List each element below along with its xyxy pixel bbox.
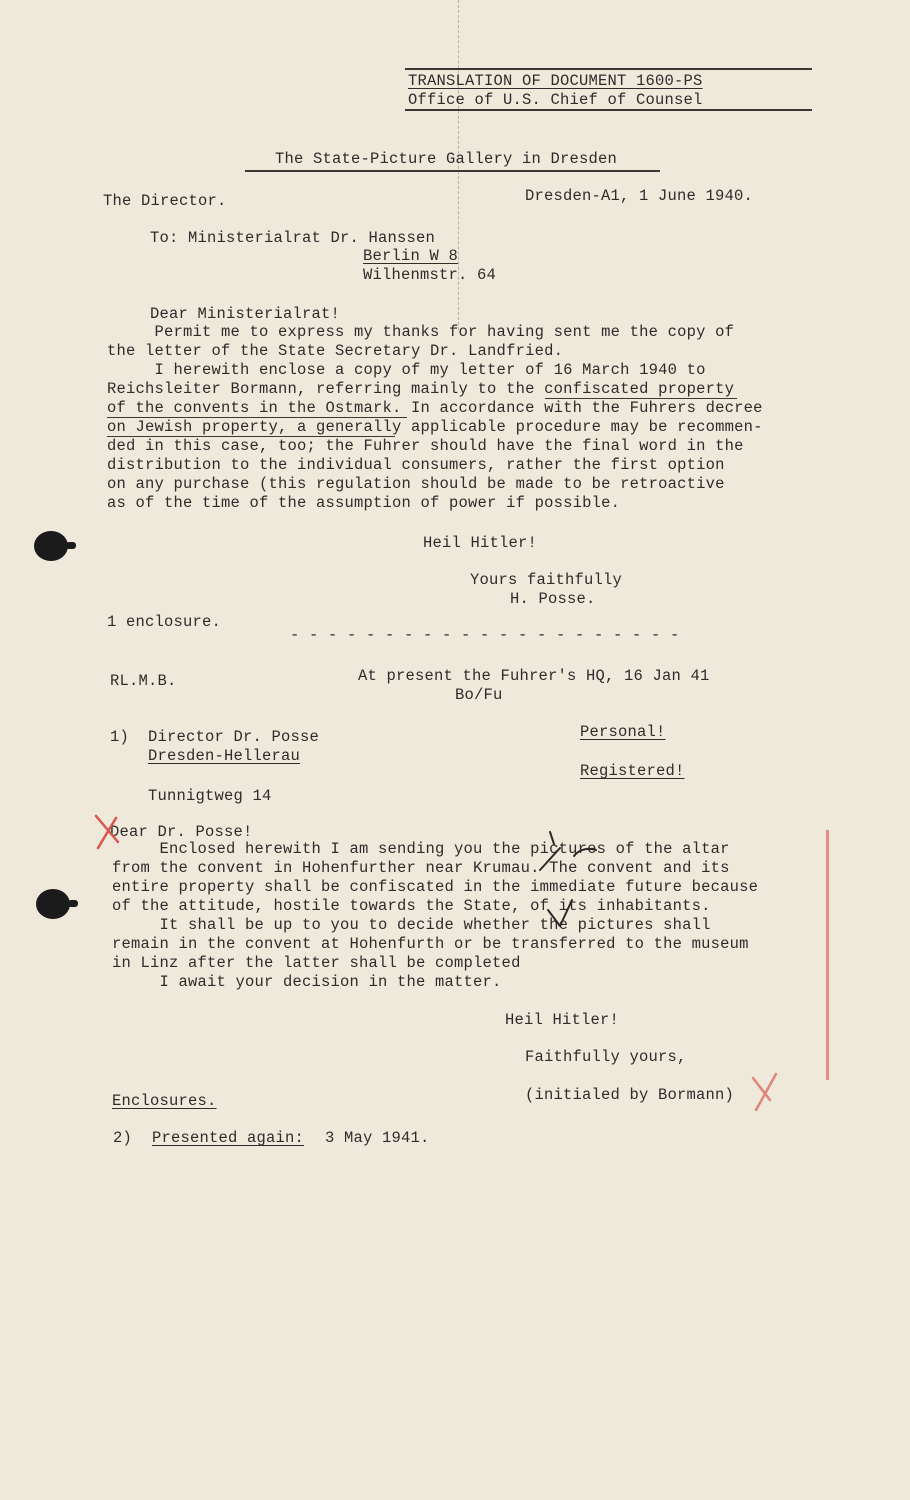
registered-mark: Registered! (580, 762, 685, 780)
letter2-recipient-3: Tunnigtweg 14 (148, 787, 272, 805)
letter2-salutation: Dear Dr. Posse! (110, 823, 253, 841)
letter1-body-line: ded in this case, too; the Fuhrer should have the final word in the (107, 437, 744, 455)
letter2-body-line: It shall be up to you to decide whether the pictures shall (112, 916, 711, 934)
letter1-body-line: Permit me to express my thanks for having sent me the copy of (107, 323, 735, 341)
place-date: Dresden-A1, 1 June 1940. (525, 187, 754, 205)
letter1-closing: Heil Hitler! (423, 534, 538, 552)
recipient-number: 1) (110, 728, 130, 746)
red-check-mark-salutation (90, 812, 124, 852)
letter1-closing-2: Yours faithfully (470, 571, 623, 589)
note-label: Presented again: (152, 1129, 305, 1147)
underline-jewish-property (107, 436, 395, 437)
letter2-body-line: Enclosed herewith I am sending you the pictures of the altar (112, 840, 730, 858)
document-title: TRANSLATION OF DOCUMENT 1600-PS (408, 72, 703, 90)
letter2-recipient-2: Dresden-Hellerau (148, 747, 301, 765)
letter2-ref: RL.M.B. (110, 672, 177, 690)
red-margin-line (826, 830, 829, 1080)
document-subtitle: Office of U.S. Chief of Counsel (408, 91, 703, 109)
letter2-closing: Heil Hitler! (505, 1011, 620, 1029)
underline-convents (107, 417, 407, 418)
letter2-location-date: At present the Fuhrer's HQ, 16 Jan 41 (358, 667, 710, 685)
letter2-body-line: from the convent in Hohenfurther near Krumau. The convent and its (112, 859, 730, 877)
letter1-body-line: I herewith enclose a copy of my letter of 16 March 1940 to (107, 361, 706, 379)
letter1-enclosure: 1 enclosure. (107, 613, 222, 631)
header-rule-bottom (405, 109, 812, 111)
letter1-body-line: distribution to the individual consumers, rather the first option (107, 456, 725, 474)
recipient-line: To: Ministerialrat Dr. Hanssen (150, 229, 436, 247)
letter1-body-line: as of the time of the assumption of power if possible. (107, 494, 621, 512)
letter2-body-line: I await your decision in the matter. (112, 973, 502, 991)
underline-confiscated (545, 398, 737, 399)
letter1-body-line: the letter of the State Secretary Dr. Landfried. (107, 342, 564, 360)
personal-mark: Personal! (580, 723, 666, 741)
letter1-body-line: Reichsleiter Bormann, referring mainly to the confiscated property (107, 380, 735, 398)
letter1-body-line: on any purchase (this regulation should be made to be retroactive (107, 475, 725, 493)
note-number: 2) (113, 1129, 133, 1147)
recipient-address-1: Berlin W 8 (363, 247, 459, 265)
initials-note: (initialed by Bormann) (525, 1086, 735, 1104)
punch-hole-upper (34, 531, 68, 561)
enclosures-label: Enclosures. (112, 1092, 217, 1110)
letter2-body-line: in Linz after the latter shall be completed (112, 954, 521, 972)
letter1-salutation: Dear Ministerialrat! (150, 305, 341, 323)
note-date: 3 May 1941. (325, 1129, 430, 1147)
red-check-mark-initials (748, 1070, 782, 1114)
letter2-ref-initials: Bo/Fu (455, 686, 503, 704)
letter2-body-line: remain in the convent at Hohenfurth or be transferred to the museum (112, 935, 749, 953)
punch-hole-lower (36, 889, 70, 919)
letter1-signature: H. Posse. (510, 590, 596, 608)
letter1-body-line: on Jewish property, a generally applicable procedure may be recommen- (107, 418, 763, 436)
letter2-recipient-1: Director Dr. Posse (148, 728, 320, 746)
section-separator: - - - - - - - - - - - - - - - - - - - - - (290, 626, 680, 644)
header-rule-top (405, 68, 812, 70)
letter2-body-line: of the attitude, hostile towards the State, of its inhabitants. (112, 897, 711, 915)
letter2-body-line: entire property shall be confiscated in the immediate future because (112, 878, 759, 896)
letter1-body-line: of the convents in the Ostmark. In accordance with the Fuhrers decree (107, 399, 763, 417)
institution-heading: The State-Picture Gallery in Dresden (275, 150, 618, 168)
sender-line: The Director. (103, 192, 227, 210)
recipient-address-2: Wilhenmstr. 64 (363, 266, 497, 284)
letter2-closing-2: Faithfully yours, (525, 1048, 687, 1066)
pencil-scribble-mark (520, 830, 610, 930)
institution-underline (245, 170, 660, 172)
